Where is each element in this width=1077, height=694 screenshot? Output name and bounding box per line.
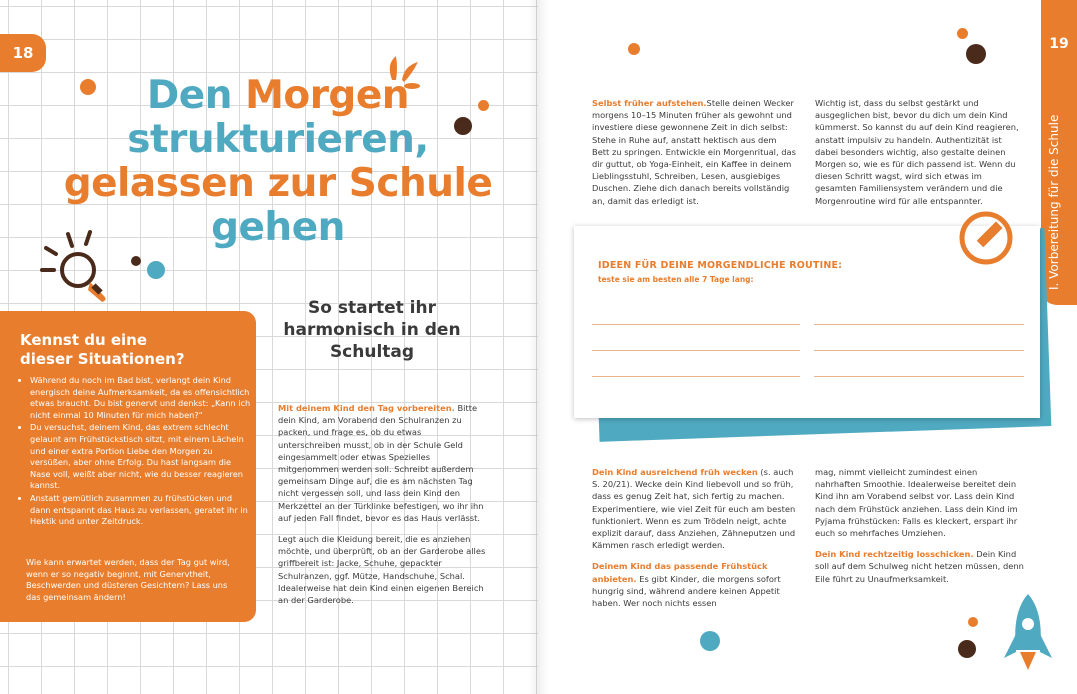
subtitle-line: Schultag [329,342,415,362]
tip-text-continued: mag, nimmt vielleicht zumindest einen nahrhaften Smoothie. Idealerweise bereitet dein Kind ihn am Vorabend selbst vor. Lass dein Kind nach dem Frühstück anziehen. Lass dein Kind im Pyjama frühstücken: Falls es kleckert, erspart ihr euch so mehrfaches Umziehen. [815,467,1018,539]
tip-text: Bitte dein Kind, am Vorabend den Schulranzen zu packen, und frage es, ob du etwas unterschreiben musst, ob in der Schule Geld eingesammelt oder etwas Spezielles mitgenommen werden soll. Schreibt außerdem gemeinsam Dinge auf, die es am nächsten Tag nicht vergessen soll, und lass dein Kind den Merkzettel an der Türklinke befestigen, wo ihr ihn auf jeden Fall findet, bevor es das Haus verlässt. [278,403,484,523]
decor-dot [628,43,640,55]
list-item: • Du versuchst, deinem Kind, das extrem schlecht gelaunt am Frühstückstisch sitzt, mit einem Lächeln und einer extra Portion Liebe den Morgen zu versüßen, aber ohne Erfolg. Du hast langsam die Nase voll, weißt aber nicht, wie du besser reagieren kannst. [30,422,252,492]
title-line3: gelassen zur Schule [63,161,493,206]
tip-lead: Mit deinem Kind den Tag vorbereiten. [278,403,455,413]
writing-line [592,324,800,325]
writing-line [592,350,800,351]
tip-get-up-early [592,97,796,207]
situations-box [0,311,256,622]
page-gutter [528,0,548,694]
tip-lead: Dein Kind rechtzeitig losschicken. [815,549,974,560]
decor-dot [131,256,141,266]
lightbulb-icon [38,224,118,304]
writing-line [814,350,1024,351]
tip-text-continued: Wichtig ist, dass du selbst gestärkt und ausgeglichen bist, bevor du dich um dein Kind kümmerst. So kannst du auf dein Kind reagieren, anstatt impulsiv zu handeln. Authentizität ist dabei besonders wichtig, also gestalte deinen Morgen so, wie es für dich passend ist. Wenn du diesen Schritt wagst, wird sich etwas im gesamten Familiensystem verändern und die Morgenroutine wird für alle entspannter. [815,98,1019,206]
tip-wake-child [592,466,798,609]
decor-dot [700,631,720,651]
situations-heading [20,331,240,369]
chapter-label: I. Vorbereitung für die Schule [1047,114,1061,290]
title-line2: strukturieren, [127,117,429,162]
situations-closing: Wie kann erwartet werden, dass der Tag gut wird, wenn er so negativ beginnt, mit Genervtheit, Beschwerden und düsteren Gesichtern? Lass uns das gemeinsam ändern! [26,557,230,602]
situations-heading-line: Kennst du eine [20,331,148,349]
tip-text: Es gibt Kinder, die morgens sofort hungrig sind, während andere keinen Appetit haben. Wer noch nichts essen [592,573,781,609]
writing-line [592,376,800,377]
title-line4: gehen [211,205,345,250]
writing-line [814,324,1024,325]
pencil-icon [958,210,1014,266]
ideas-title: IDEEN FÜR DEINE MORGENDLICHE ROUTINE: [598,260,843,271]
tip-lead: Deinem Kind das passende Frühstück anbieten. [592,561,768,584]
tip-prepare-day [278,402,486,606]
chapter-tab [1041,0,1077,305]
situations-heading-line: dieser Situationen? [20,350,185,368]
decor-dot [968,617,978,627]
tip-lead: Dein Kind ausreichend früh wecken [592,467,758,477]
decor-dot [147,261,165,279]
tip-text: Stelle deinen Wecker morgens 10–15 Minuten früher als gewohnt und investiere diese gewonnene Zeit in dich selbst: Stehe in Ruhe auf, anstatt hektisch aus dem Bett zu springen. Entwickle ein Morgenritual, das dir guttut, ob Yoga-Einheit, ein Kaffee in deinem Lieblingsstuhl, Schreiben, Lesen, ausgiebiges Duschen. Ziehe dich danach bereits vollständig an, damit das erledigt ist. [592,98,796,206]
situations-list [20,375,252,529]
list-item: • Während du noch im Bad bist, verlangt dein Kind energisch deine Aufmerksamkeit, da es offensichtlich etwas braucht. Du bist genervt und denkst: „Kann ich nicht einmal 10 Minuten für mich haben?“ [30,375,252,421]
tip-text: (s. auch S. 20/21). Wecke dein Kind liebevoll und so früh, dass es genug Zeit hat, sich fertig zu machen. Experimentiere, wie viel Zeit für euch am besten funktioniert. Wenn es zum Trödeln neigt, achte explizit darauf, dass Anziehen, Zähneputzen und Kämmen rasch erledigt werden. [592,467,796,551]
writing-line [814,376,1024,377]
ideas-subtitle: teste sie am besten alle 7 Tage lang: [598,275,754,284]
tip-get-up-early-continued [815,97,1025,207]
rocket-icon [998,590,1058,680]
page-number-right: 19 [1049,36,1069,52]
title-line1-part1: Den [146,73,246,118]
section-subtitle [272,297,472,363]
subtitle-line: harmonisch in den [283,320,461,340]
decor-dot [958,640,976,658]
list-item: • Anstatt gemütlich zusammen zu frühstücken und dann entspannt das Haus zu verlassen, geratet ihr in Hektik und unter Zeitdruck. [30,493,252,528]
tip-lead: Selbst früher aufstehen. [592,98,707,108]
subtitle-line: So startet ihr [308,298,436,318]
decor-dot [966,44,986,64]
title-line1-part2: Morgen [245,73,410,118]
tip-breakfast-continued [815,466,1025,585]
decor-dot [957,28,968,39]
tip-text-continued: Legt auch die Kleidung bereit, die es anziehen möchte, und überprüft, ob an der Garderobe alles griffbereit ist: Jacke, Schuhe, gepackter Schulranzen, ggf. Mütze, Handschuhe, Schal. Idealerweise hat dein Kind einen eigenen Bereich an der Garderobe. [278,534,486,606]
page-number-left: 18 [0,34,46,72]
tip-text: Dein Kind soll auf dem Schulweg nicht hetzen müssen, denn Eile führt zu Unaufmerksamkeit. [815,549,1024,584]
